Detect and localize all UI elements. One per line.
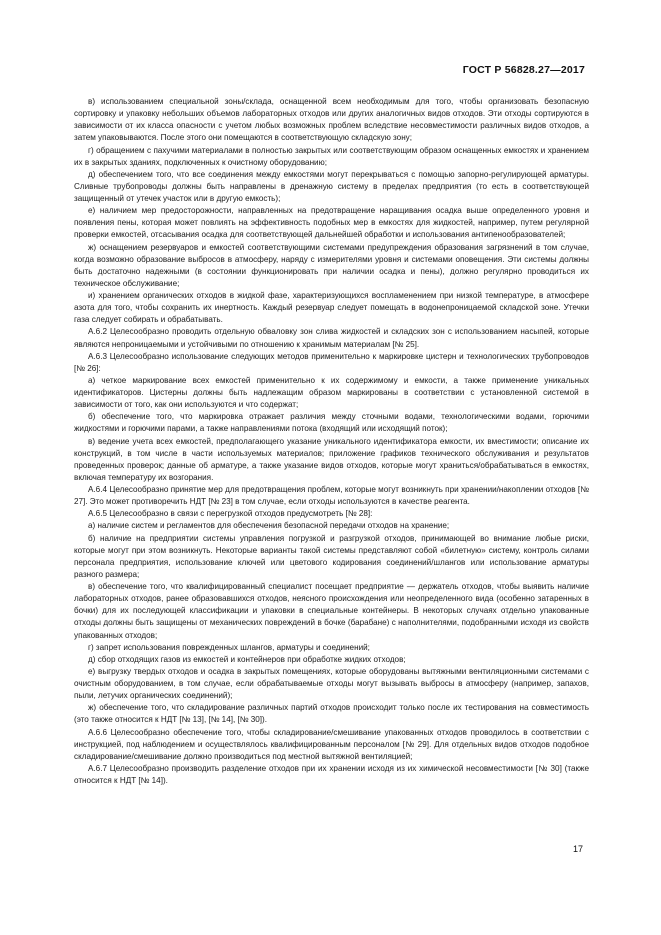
paragraph-a-6-4: А.6.4 Целесообразно принятие мер для предотвращения проблем, которые могут возникнуть при хранении/накоплении отходов [№ 27]. Это может противоречить НДТ [№ 23] в том случае, если отходы используются в качестве реагента. [74,485,589,507]
document-body [74,96,589,787]
paragraph-a-6-5-b: б) наличие на предприятии системы управления погрузкой и разгрузкой отходов, принимающей во внимание любые риски, которые могут при этом возникнуть. Некоторые варианты такой системы представляют собой «билетную» систему, контроль силами персонала предприятия, использование ключей или цветового кодирования соединений/шлангов или использование арматуры разного размера; [74,533,589,579]
paragraph-item-zh: ж) оснащением резервуаров и емкостей соответствующими системами предупреждения образования загрязнений в том случае, когда возможно образование выбросов в атмосферу, наряду с измерителями уровня и системами оповещения. Эти системы должны быть достаточно надежными (в состоянии функционировать при наличии осадка и пены), должно регулярно проводиться их техническое обслуживание; [74,242,589,288]
paragraph-a-6-3-v: в) ведение учета всех емкостей, предполагающего указание уникального идентификатора емкости, их вместимости; описание их конструкций, в том числе в части используемых материалов; приложение графиков технического обслуживания и результатов проведенных проверок; данные об арматуре, а также указание видов отходов, которые могут храниться/обрабатываться в емкостях, включая температуру их возгорания. [74,436,589,482]
page-number: 17 [572,844,583,854]
standard-code-header: ГОСТ Р 56828.27—2017 [462,64,585,76]
paragraph-a-6-5-d: д) сбор отходящих газов из емкостей и контейнеров при обработке жидких отходов; [88,654,406,664]
paragraph-a-6-5-g: г) запрет использования поврежденных шлангов, арматуры и соединений; [88,642,370,652]
paragraph-a-6-5-v: в) обеспечение того, что квалифицированный специалист посещает предприятие — держатель отходов, чтобы выявить наличие лабораторных отходов, ранее образовавшихся отходов, неясного происхождения или неопределенного вида (особенно затаренных в бочки) для их последующей классификации и упаковки в специальные контейнеры. В некоторых случаях отдельно упакованные отходы должны быть защищены от механических повреждений в бочке (барабане) с наполнителями, подобранными исходя из свойств упакованных отходов; [74,582,589,640]
paragraph-a-6-5-a: а) наличие систем и регламентов для обеспечения безопасной передачи отходов на хранение; [88,521,450,531]
paragraph-item-i: и) хранением органических отходов в жидкой фазе, характеризующихся воспламенением при низкой температуре, в атмосфере азота для того, чтобы сохранить их инертность. Каждый резервуар следует помещать в водонепроницаемой складской зоне. Утечки газа следует собирать и обрабатывать. [74,291,589,325]
paragraph-a-6-3-b: б) обеспечение того, что маркировка отражает различия между сточными водами, технологическими водами, горючими жидкостями и горючими парами, а также направлениями потока (входящий или исходящий поток); [74,412,589,434]
paragraph-a-6-7: А.6.7 Целесообразно производить разделение отходов при их хранении исходя из их химической несовместимости [№ 30] (также относится к НДТ [№ 14]). [74,763,589,785]
paragraph-item-v: в) использованием специальной зоны/склада, оснащенной всем необходимым для того, чтобы организовать безопасную сортировку и упаковку небольших объемов лабораторных отходов или других аналогичных видов отходов. Эти отходы сортируются в зависимости от их класса опасности с учетом любых возможных проблем вследствие несовместимости различных видов отходов, а затем упаковываются. После этого они помещаются в соответствующую складскую зону; [74,97,589,143]
paragraph-a-6-2: А.6.2 Целесообразно проводить отдельную обваловку зон слива жидкостей и складских зон с использованием насыпей, которые являются непроницаемыми и устойчивыми по отношению к хранимым материалам [№ 25]. [74,327,589,349]
paragraph-a-6-6: А.6.6 Целесообразно обеспечение того, чтобы складирование/смешивание упакованных отходов проводилось в соответствии с инструкцией, под наблюдением и осуществлялось квалифицированным персоналом [№ 29]. Для отдельных видов отходов подобное складирование/смешивание должно производиться под местной вытяжной вентиляцией; [74,727,589,761]
paragraph-a-6-5: А.6.5 Целесообразно в связи с перегрузкой отходов предусмотреть [№ 28]: [88,509,373,519]
paragraph-a-6-3: А.6.3 Целесообразно использование следующих методов применительно к маркировке цистерн и технологических трубопроводов [№ 26]: [74,351,589,373]
paragraph-a-6-5-e: е) выгрузку твердых отходов и осадка в закрытых помещениях, которые оборудованы вытяжными вентиляционными системами с очистным оборудованием, в том случае, если обрабатываемые отходы могут вызывать выбросы в атмосферу (например, запахов, пыли, летучих органических соединений); [74,666,589,701]
paragraph-item-d: д) обеспечением того, что все соединения между емкостями могут перекрываться с помощью запорно-регулирующей арматуры. Сливные трубопроводы должны быть направлены в дренажную систему в пределах предприятия (то есть в соответствующей защищенный от утечек участок или в другую емкость); [74,169,589,203]
paragraph-item-e: е) наличием мер предосторожности, направленных на предотвращение наращивания осадка выше определенного уровня и появления пены, которая может повлиять на эффективность подобных мер в емкостях для жидкостей, например, путем регулярной проверки емкостей, отсасывания осадка для соответствующей дальнейшей обработки и использования антипенообразователей; [74,206,589,240]
paragraph-item-g: г) обращением с пахучими материалами в полностью закрытых или соответствующим образом оснащенных емкостях и хранением их в закрытых зданиях, подключенных к очистному оборудованию; [74,145,589,167]
paragraph-a-6-5-zh: ж) обеспечение того, что складирование различных партий отходов происходит только после их тестирования на совместимость (это также относится к НДТ [№ 13], [№ 14], [№ 30]). [74,703,589,725]
paragraph-a-6-3-a: а) четкое маркирование всех емкостей применительно к их содержимому и емкости, а также применение уникальных идентификаторов. Цистерны должны быть надлежащим образом маркированы в соответствии с установленной системой в зависимости от того, как они используются и что содержат; [74,375,589,410]
